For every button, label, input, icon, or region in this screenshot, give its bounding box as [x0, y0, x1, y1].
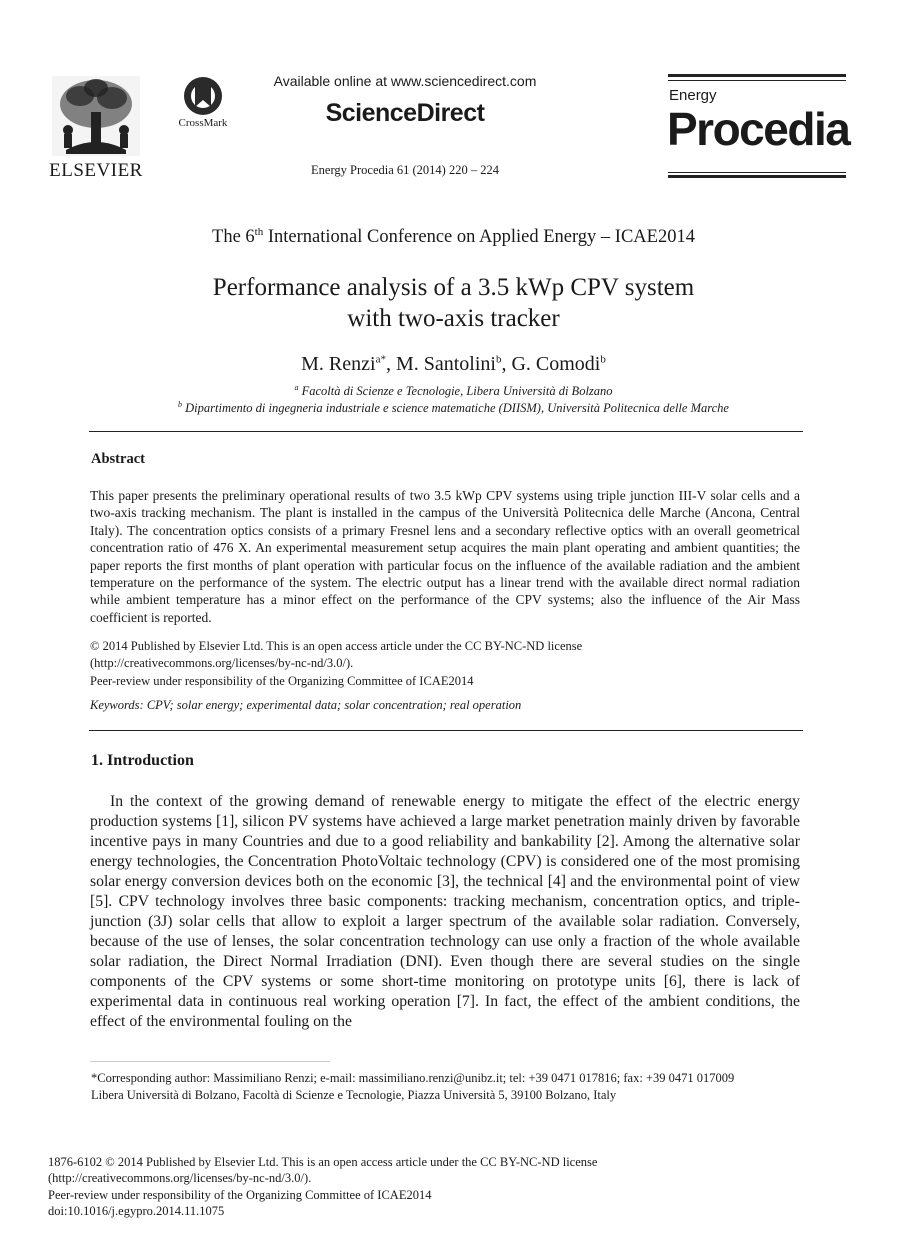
journal-brand-main: Procedia — [667, 103, 850, 155]
author-separator: , — [385, 353, 396, 375]
author-mark: b — [495, 353, 502, 366]
license-link[interactable]: (http://creativecommons.org/licenses/by-nc-nd/3.0/). — [90, 656, 354, 670]
title-line-2: with two-axis tracker — [347, 305, 560, 332]
section-heading: 1. Introduction — [91, 752, 194, 769]
author-address: Libera Università di Bolzano, Facoltà di Scienze e Tecnologie, Piazza Università 5, 39100 Bolzano, Italy — [91, 1088, 617, 1102]
affiliation-mark: b — [178, 400, 183, 409]
abstract-heading: Abstract — [91, 451, 145, 467]
crossmark-icon — [181, 75, 225, 117]
bottom-peer-review: Peer-review under responsibility of the Organizing Committee of ICAE2014 — [48, 1188, 432, 1202]
crossmark-badge[interactable] — [172, 75, 234, 133]
author-name: M. Renzi — [301, 353, 376, 375]
affiliation-mark: a — [294, 383, 299, 392]
author-list — [0, 353, 907, 376]
brand-rule — [668, 175, 846, 178]
conference-prefix: The 6 — [212, 227, 255, 248]
section-divider — [89, 730, 803, 731]
affiliation-text: Facoltà di Scienze e Tecnologie, Libera Università di Bolzano — [298, 384, 613, 399]
journal-reference: Energy Procedia 61 (2014) 220 – 224 — [311, 163, 499, 177]
corresponding-author-note: *Corresponding author: Massimiliano Renzi; e-mail: massimiliano.renzi@unibz.it; tel: +39 0471 017816; fax: +39 0471 017009 — [91, 1071, 735, 1085]
keywords: Keywords: CPV; solar energy; experimental data; solar concentration; real operation — [90, 698, 522, 712]
affiliation — [0, 383, 907, 399]
peer-review-note: Peer-review under responsibility of the Organizing Committee of ICAE2014 — [90, 674, 474, 688]
paper-title — [0, 272, 907, 334]
sciencedirect-brand: ScienceDirect — [325, 99, 485, 127]
elsevier-logo — [46, 74, 146, 181]
author-name: M. Santolini — [395, 353, 496, 375]
conference-ordinal: th — [254, 226, 264, 238]
bottom-license-link[interactable]: (http://creativecommons.org/licenses/by-nc-nd/3.0/). — [48, 1171, 312, 1185]
issn-copyright: 1876-6102 © 2014 Published by Elsevier Ltd. This is an open access article under the CC BY-NC-ND license — [48, 1155, 598, 1169]
elsevier-tree-icon — [46, 74, 146, 158]
conference-suffix: International Conference on Applied Energy – ICAE2014 — [263, 227, 695, 248]
footnote-divider — [90, 1061, 330, 1062]
journal-brand — [667, 74, 850, 178]
journal-brand-top: Energy — [669, 87, 717, 104]
affiliation — [0, 400, 907, 416]
section-divider — [89, 431, 803, 432]
author-mark: a* — [375, 353, 386, 366]
author-separator: , — [501, 353, 512, 375]
crossmark-label: CrossMark — [178, 117, 228, 129]
brand-rule — [668, 74, 846, 77]
affiliation-text: Dipartimento di ingegneria industriale e science matematiche (DIISM), Università Politecnica delle Marche — [182, 401, 729, 416]
author-mark: b — [600, 353, 606, 366]
available-online-text[interactable]: Available online at www.sciencedirect.com — [273, 73, 537, 89]
conference-name — [0, 226, 907, 248]
copyright-notice: © 2014 Published by Elsevier Ltd. This is an open access article under the CC BY-NC-ND license — [90, 639, 583, 653]
publisher-name: ELSEVIER — [49, 160, 143, 181]
brand-rule — [668, 80, 846, 81]
author-name: G. Comodi — [511, 353, 601, 375]
abstract-body: This paper presents the preliminary operational results of two 3.5 kWp CPV systems using triple junction III-V solar cells and a two-axis tracking mechanism. The plant is installed in the campus of the Università Politecnica delle Marche (Ancona, Central Italy). The concentration optics consists of a primary Fresnel lens and a secondary reflective optics with an overall geometrical concentration ratio of 476 X. An experimental measurement setup acquires the main plant operating and ambient quantities; the paper reports the first months of plant operation with particular focus on the influence of the available radiation and the ambient temperature on the performance of the system. The electric output has a linear trend with the available direct normal radiation while ambient temperature has a minor effect on the performance of the CPV systems; also the influence of the Air Mass coefficient is reported. — [90, 488, 800, 625]
introduction-body: In the context of the growing demand of renewable energy to mitigate the effect of the electric energy production systems [1], silicon PV systems have achieved a large market penetration mainly driven by favorable incentive pays in many Countries and due to a good reliability and bankability [2]. Among the alternative solar energy technologies, the Concentration PhotoVoltaic technology (CPV) is considered one of the most promising solar energy conversion devices both on the economic [3], the technical [4] and the environmental point of view [5]. CPV technology involves three basic components: tracking mechanism, concentration optics, and triple-junction (3J) solar cells that allow to exploit a larger spectrum of the available solar radiation. Conversely, because of the use of lenses, the solar concentration technology can use only a fraction of the whole available solar radiation, the Direct Normal Irradiation (DNI). Even though there are several studies on the single components of the CPV systems or some short-time monitoring on prototype units [6], there is lack of experimental data in continuous real working operation [7]. In fact, the effect of the ambient conditions, the effect of the environmental fouling on the — [90, 793, 800, 1030]
title-line-1: Performance analysis of a 3.5 kWp CPV system — [212, 274, 695, 301]
doi[interactable]: doi:10.1016/j.egypro.2014.11.1075 — [48, 1204, 225, 1218]
brand-rule — [668, 172, 846, 173]
